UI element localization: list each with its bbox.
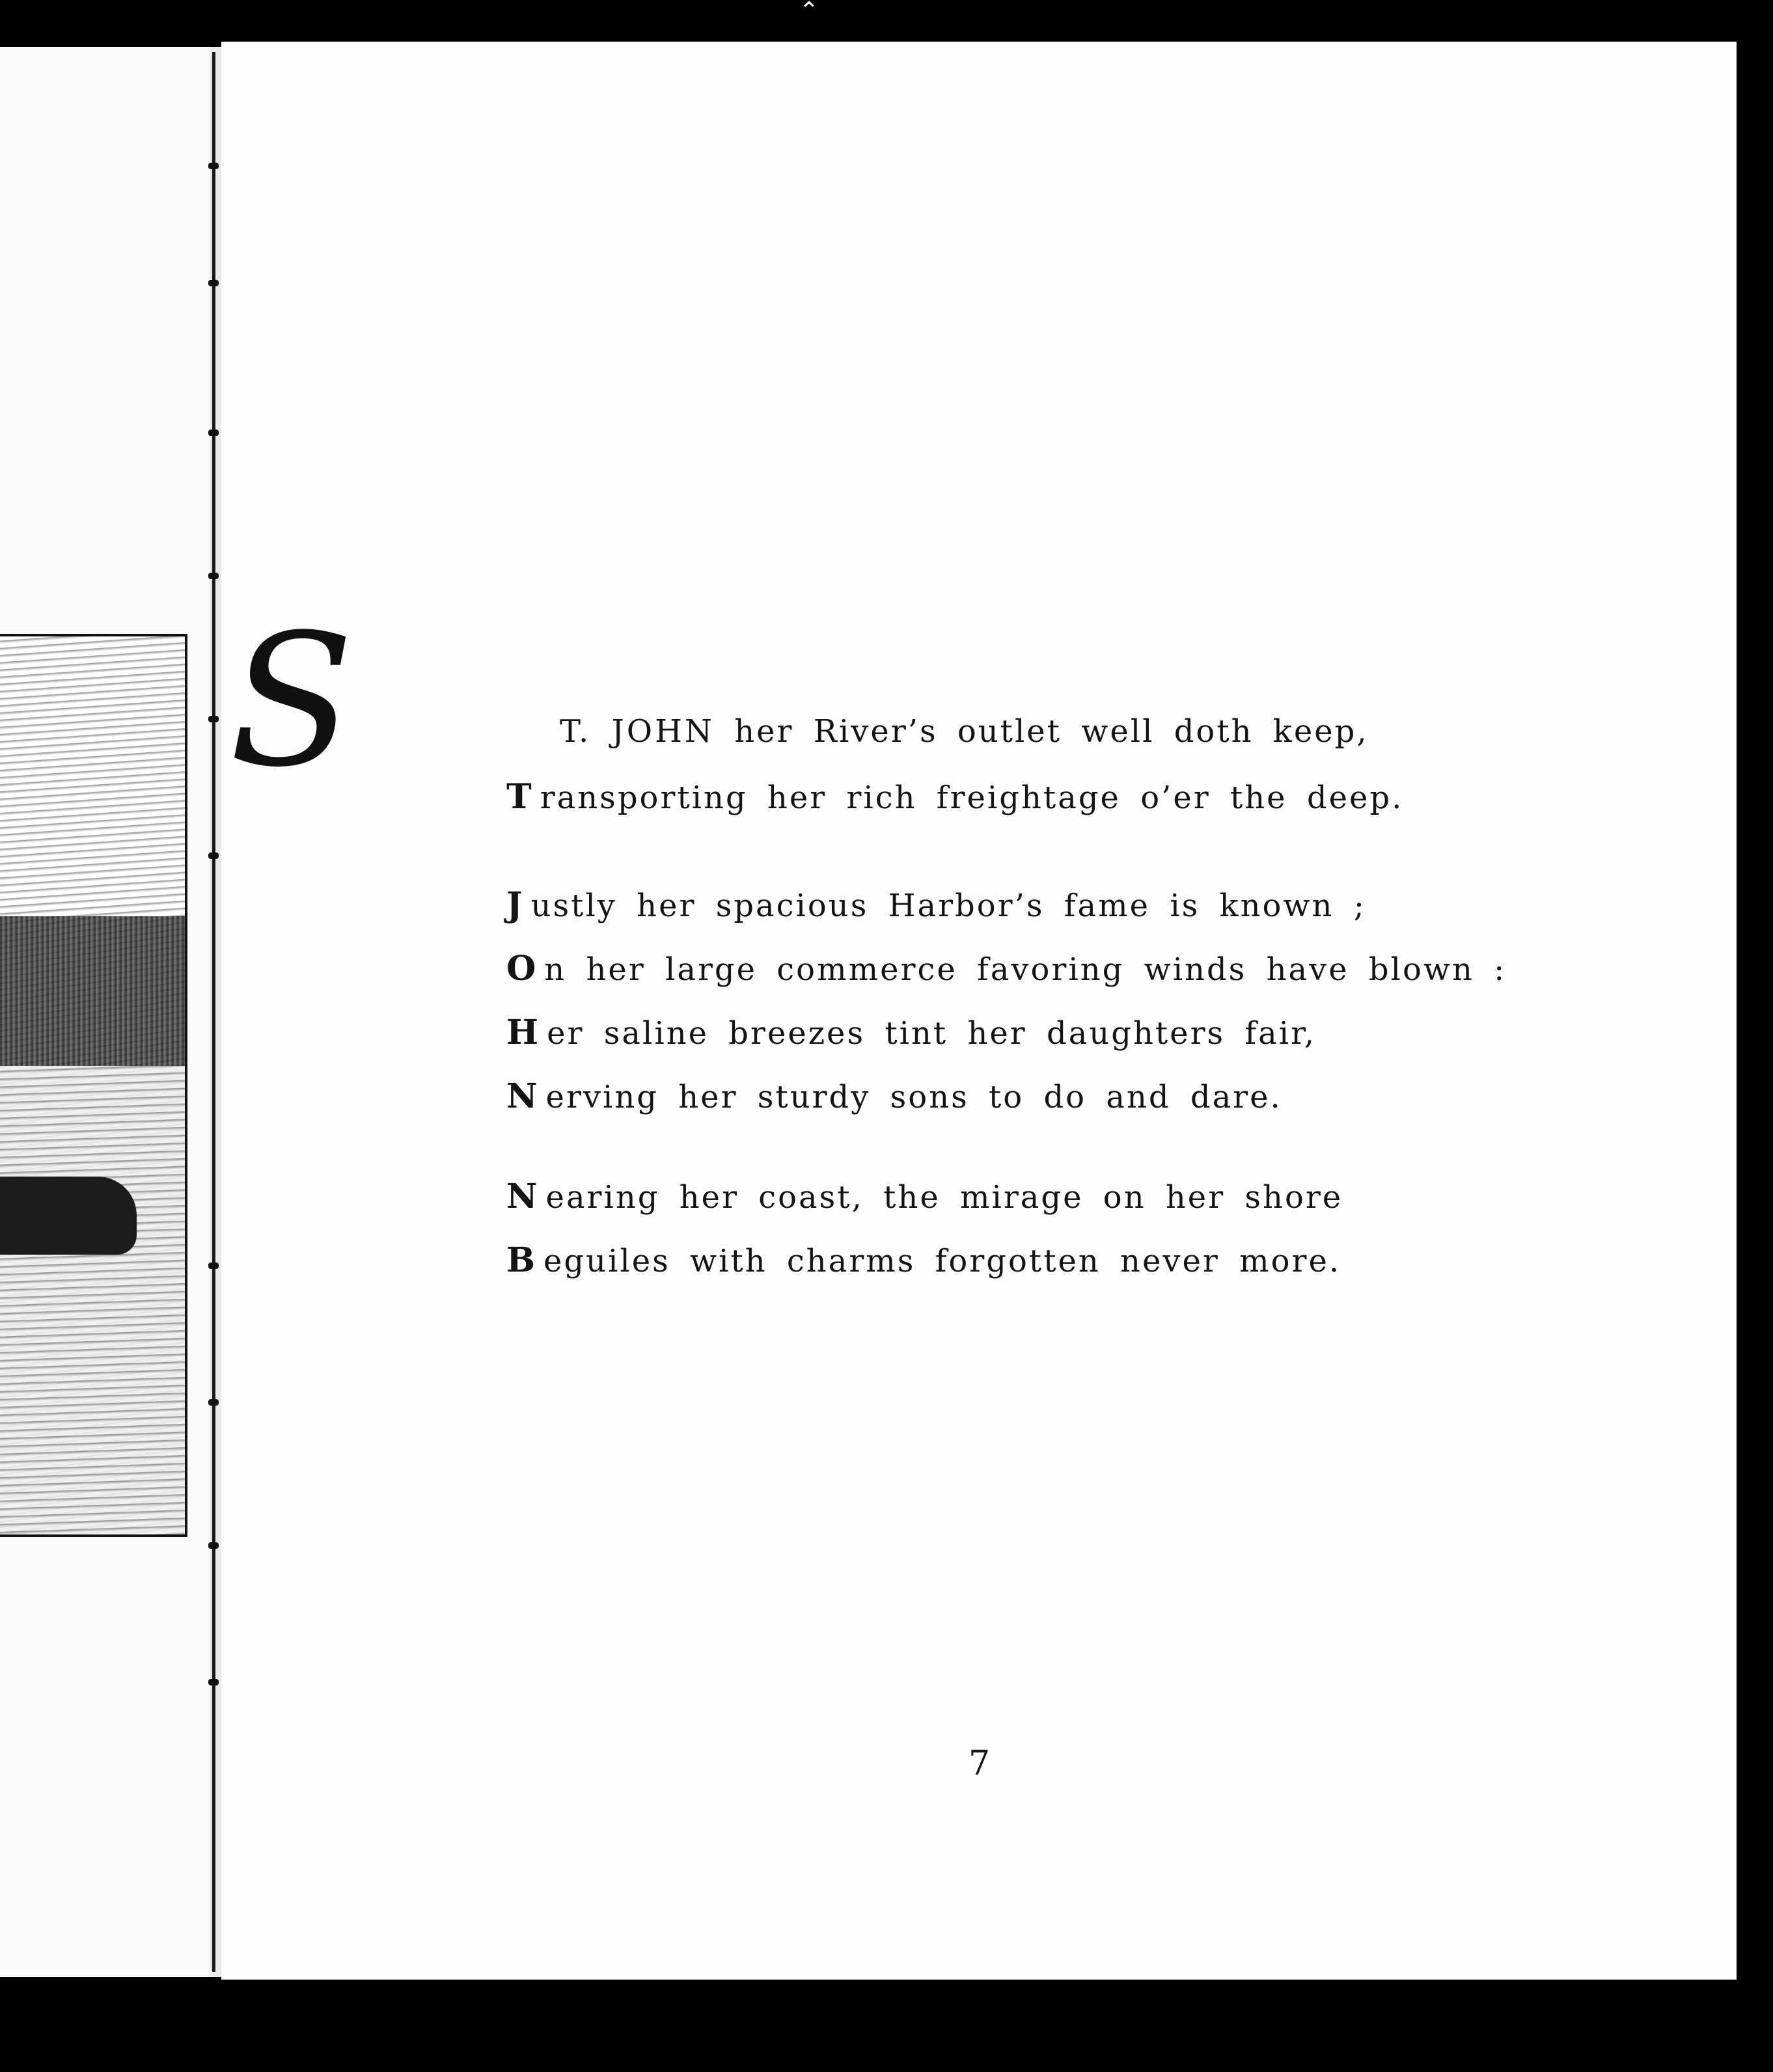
poem-line-text: her River’s outlet well doth keep, xyxy=(734,713,1369,750)
poem-line-initial: J xyxy=(506,885,525,925)
poem-line-2 xyxy=(506,777,1403,817)
poem-line-text: earing her coast, the mirage on her shore xyxy=(545,1179,1343,1216)
binding-stitch xyxy=(208,429,219,436)
engraving-water xyxy=(0,1066,185,1534)
page-number: 7 xyxy=(969,1744,991,1783)
engraving-sky xyxy=(0,636,185,916)
binding-stitch xyxy=(208,716,219,722)
engraving-town xyxy=(0,916,185,1066)
binding-stitch xyxy=(208,1542,219,1549)
poem-line-6 xyxy=(506,1076,1282,1116)
binding-stitch xyxy=(208,573,219,579)
poem-line-initial: N xyxy=(506,1076,540,1116)
right-page xyxy=(221,42,1737,1980)
poem-line-text: ustly her spacious Harbor’s fame is known ; xyxy=(530,888,1366,924)
binding-stitch xyxy=(208,280,219,286)
binding-stitch xyxy=(208,163,219,169)
poem-line-8 xyxy=(506,1240,1341,1280)
poem-line-5 xyxy=(506,1013,1316,1052)
poem-line-initial: B xyxy=(506,1240,537,1280)
harbor-engraving xyxy=(0,634,187,1537)
poem-line-initial: N xyxy=(506,1177,540,1216)
acrostic-poem xyxy=(221,42,1737,1980)
drop-cap-initial: S xyxy=(229,595,354,808)
poem-line-lead: T. JOHN xyxy=(560,713,715,750)
poem-line-initial: O xyxy=(506,949,538,988)
poem-line-1 xyxy=(560,713,1369,750)
left-page xyxy=(0,47,210,1977)
poem-line-7 xyxy=(506,1177,1343,1216)
poem-line-initial: T xyxy=(506,777,534,817)
binding-stitch xyxy=(208,1262,219,1269)
book-gutter xyxy=(210,47,221,1977)
engraving-rock xyxy=(0,1177,137,1255)
binding-stitch xyxy=(208,852,219,859)
poem-line-text: er saline breezes tint her daughters fair, xyxy=(547,1015,1317,1052)
scanner-mark: ⌃ xyxy=(799,0,819,24)
poem-line-text: erving her sturdy sons to do and dare. xyxy=(545,1079,1282,1115)
poem-line-4 xyxy=(506,949,1506,988)
binding-stitch xyxy=(208,1679,219,1685)
poem-line-text: eguiles with charms forgotten never more. xyxy=(543,1243,1341,1279)
poem-line-initial: H xyxy=(506,1013,541,1052)
binding-stitch xyxy=(208,1399,219,1406)
poem-line-3 xyxy=(506,885,1366,925)
poem-line-text: ransporting her rich freightage o’er the deep. xyxy=(540,780,1404,816)
poem-line-text: n her large commerce favoring winds have blown : xyxy=(544,951,1507,988)
